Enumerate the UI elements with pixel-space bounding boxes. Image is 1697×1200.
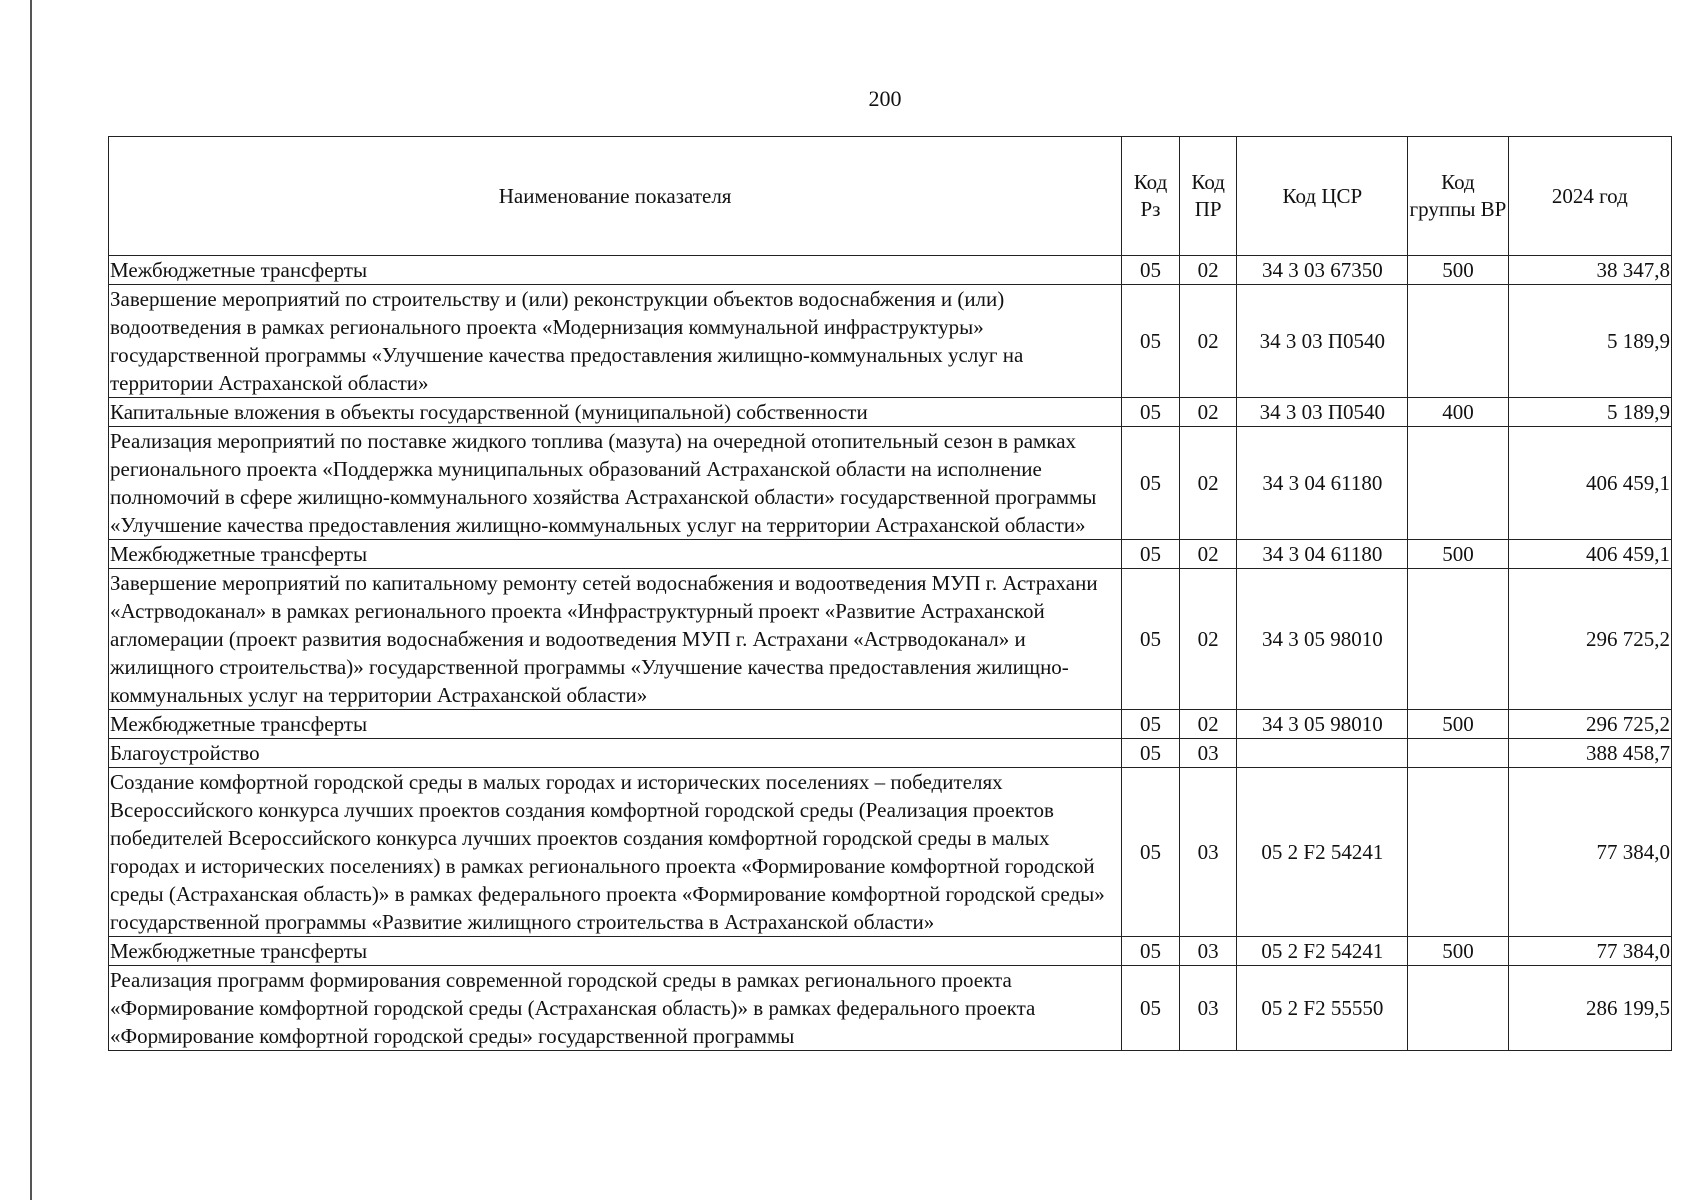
- table-row: [109, 256, 1672, 285]
- row-vr-code: 500: [1408, 937, 1508, 966]
- row-name: Межбюджетные трансферты: [109, 256, 1122, 285]
- row-name: Межбюджетные трансферты: [109, 937, 1122, 966]
- row-pr-code: 02: [1179, 569, 1237, 710]
- row-vr-code: [1408, 966, 1508, 1051]
- row-pr-code: 03: [1179, 937, 1237, 966]
- page-number: 200: [868, 86, 902, 111]
- row-amount: 296 725,2: [1508, 569, 1671, 710]
- row-amount: 5 189,9: [1508, 398, 1671, 427]
- page-edge-line: [30, 0, 32, 1200]
- row-csr-code: 34 3 03 67350: [1237, 256, 1408, 285]
- row-csr-code: 05 2 F2 54241: [1237, 937, 1408, 966]
- row-name: Межбюджетные трансферты: [109, 540, 1122, 569]
- row-vr-code: [1408, 427, 1508, 540]
- row-amount: 286 199,5: [1508, 966, 1671, 1051]
- row-pr-code: 02: [1179, 285, 1237, 398]
- row-rz-code: 05: [1122, 966, 1180, 1051]
- table-row: [109, 710, 1672, 739]
- table-row: [109, 937, 1672, 966]
- table-row: [109, 966, 1672, 1051]
- row-pr-code: 03: [1179, 966, 1237, 1051]
- row-vr-code: 500: [1408, 710, 1508, 739]
- row-vr-code: 400: [1408, 398, 1508, 427]
- row-csr-code: 34 3 04 61180: [1237, 540, 1408, 569]
- row-vr-code: [1408, 768, 1508, 937]
- row-rz-code: 05: [1122, 569, 1180, 710]
- table-row: [109, 569, 1672, 710]
- row-csr-code: 34 3 03 П0540: [1237, 398, 1408, 427]
- row-name: Создание комфортной городской среды в малых городах и исторических поселениях – победителях Всероссийского конкурса лучших проектов создания комфортной городской среды (Реализация проектов победителей Всероссийского конкурса лучших проектов создания комфортной городской среды в малых городах и исторических поселениях) в рамках регионального проекта «Формирование комфортной городской среды (Астраханская область)» в рамках федерального проекта «Формирование комфортной городской среды» государственной программы «Развитие жилищного строительства в Астраханской области»: [109, 768, 1122, 937]
- row-pr-code: 02: [1179, 256, 1237, 285]
- table-row: [109, 427, 1672, 540]
- row-vr-code: [1408, 739, 1508, 768]
- row-amount: 77 384,0: [1508, 768, 1671, 937]
- row-csr-code: 34 3 05 98010: [1237, 710, 1408, 739]
- row-name: Завершение мероприятий по строительству и (или) реконструкции объектов водоснабжения и (или) водоотведения в рамках регионального проекта «Модернизация коммунальной инфраструктуры» государственной программы «Улучшение качества предоставления жилищно-коммунальных услуг на территории Астраханской области»: [109, 285, 1122, 398]
- table-row: [109, 285, 1672, 398]
- row-pr-code: 03: [1179, 768, 1237, 937]
- row-amount: 77 384,0: [1508, 937, 1671, 966]
- row-rz-code: 05: [1122, 768, 1180, 937]
- row-amount: 406 459,1: [1508, 540, 1671, 569]
- row-rz-code: 05: [1122, 739, 1180, 768]
- row-pr-code: 02: [1179, 710, 1237, 739]
- row-rz-code: 05: [1122, 427, 1180, 540]
- row-amount: 406 459,1: [1508, 427, 1671, 540]
- table-row: [109, 768, 1672, 937]
- row-name: Межбюджетные трансферты: [109, 710, 1122, 739]
- budget-table: [108, 136, 1672, 1051]
- row-csr-code: 05 2 F2 55550: [1237, 966, 1408, 1051]
- table-body: [109, 256, 1672, 1051]
- header-vr: Код группы ВР: [1408, 137, 1508, 256]
- row-name: Благоустройство: [109, 739, 1122, 768]
- row-csr-code: 34 3 05 98010: [1237, 569, 1408, 710]
- table-row: [109, 739, 1672, 768]
- row-pr-code: 02: [1179, 427, 1237, 540]
- row-csr-code: [1237, 739, 1408, 768]
- row-rz-code: 05: [1122, 540, 1180, 569]
- row-rz-code: 05: [1122, 398, 1180, 427]
- header-rz: Код Рз: [1122, 137, 1180, 256]
- row-vr-code: [1408, 285, 1508, 398]
- row-name: Капитальные вложения в объекты государственной (муниципальной) собственности: [109, 398, 1122, 427]
- table-row: [109, 540, 1672, 569]
- row-pr-code: 03: [1179, 739, 1237, 768]
- row-amount: 296 725,2: [1508, 710, 1671, 739]
- header-pr: Код ПР: [1179, 137, 1237, 256]
- row-rz-code: 05: [1122, 710, 1180, 739]
- header-name: Наименование показателя: [109, 137, 1122, 256]
- table-row: [109, 398, 1672, 427]
- row-vr-code: 500: [1408, 256, 1508, 285]
- row-name: Реализация мероприятий по поставке жидкого топлива (мазута) на очередной отопительный сезон в рамках регионального проекта «Поддержка муниципальных образований Астраханской области на исполнение полномочий в сфере жилищно-коммунального хозяйства Астраханской области» государственной программы «Улучшение качества предоставления жилищно-коммунальных услуг на территории Астраханской области»: [109, 427, 1122, 540]
- row-csr-code: 34 3 03 П0540: [1237, 285, 1408, 398]
- row-vr-code: 500: [1408, 540, 1508, 569]
- row-csr-code: 34 3 04 61180: [1237, 427, 1408, 540]
- row-rz-code: 05: [1122, 937, 1180, 966]
- row-pr-code: 02: [1179, 540, 1237, 569]
- row-rz-code: 05: [1122, 256, 1180, 285]
- row-name: Завершение мероприятий по капитальному ремонту сетей водоснабжения и водоотведения МУП г. Астрахани «Астрводоканал» в рамках регионального проекта «Инфраструктурный проект «Развитие Астраханской агломерации (проект развития водоснабжения и водоотведения МУП г. Астрахани «Астрводоканал» и жилищного строительства)» государственной программы «Улучшение качества предоставления жилищно-коммунальных услуг на территории Астраханской области»: [109, 569, 1122, 710]
- row-csr-code: 05 2 F2 54241: [1237, 768, 1408, 937]
- row-amount: 388 458,7: [1508, 739, 1671, 768]
- row-rz-code: 05: [1122, 285, 1180, 398]
- row-name: Реализация программ формирования современной городской среды в рамках регионального проекта «Формирование комфортной городской среды (Астраханская область)» в рамках федерального проекта «Формирование комфортной городской среды» государственной программы: [109, 966, 1122, 1051]
- row-amount: 5 189,9: [1508, 285, 1671, 398]
- row-amount: 38 347,8: [1508, 256, 1671, 285]
- table-header-row: [109, 137, 1672, 256]
- row-pr-code: 02: [1179, 398, 1237, 427]
- row-vr-code: [1408, 569, 1508, 710]
- header-csr: Код ЦСР: [1237, 137, 1408, 256]
- header-year: 2024 год: [1508, 137, 1671, 256]
